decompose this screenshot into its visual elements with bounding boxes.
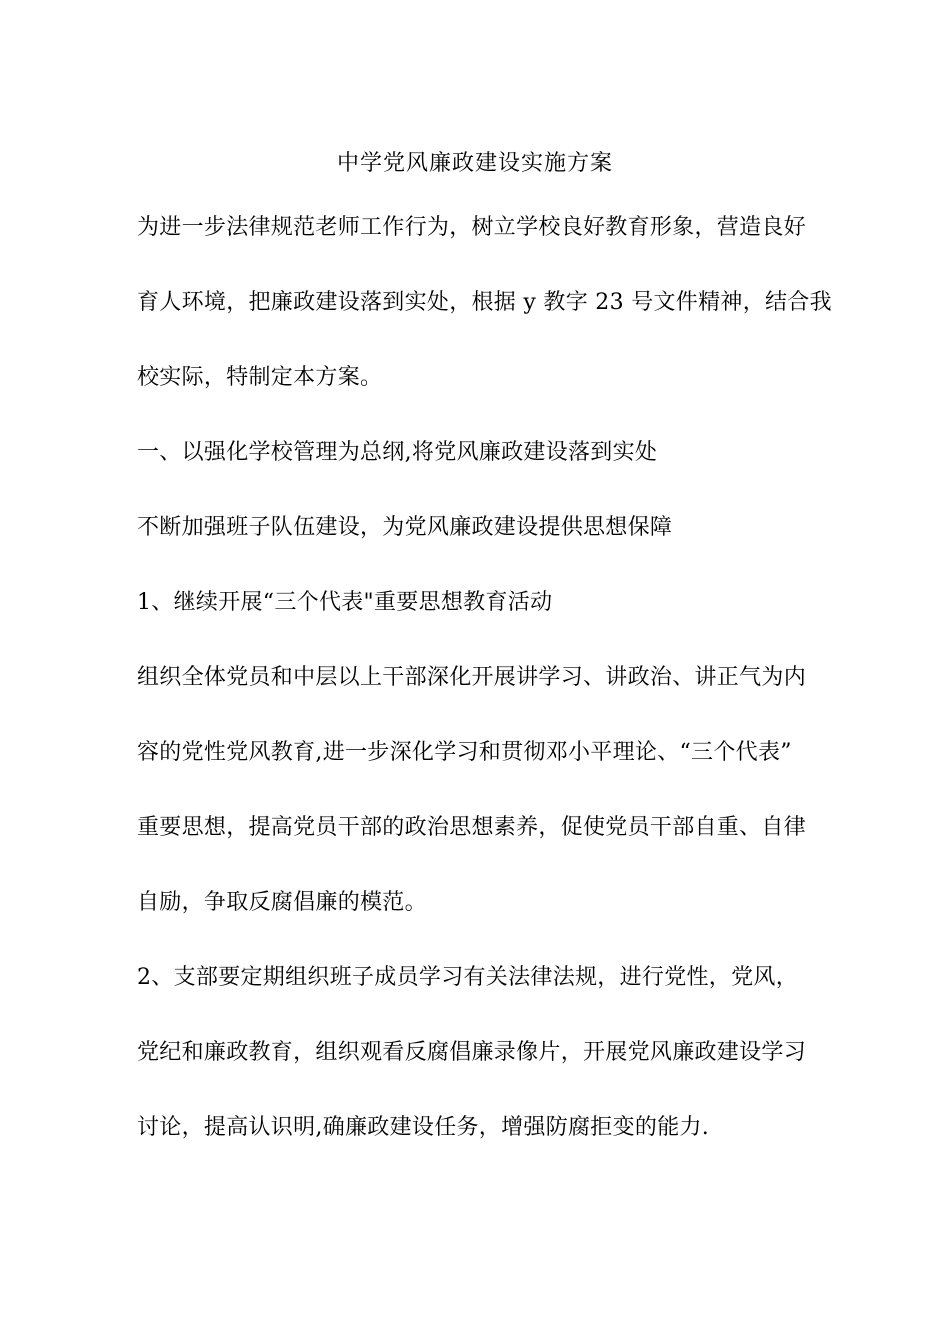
paragraph-line: 党纪和廉政教育，组织观看反腐倡廉录像片，开展党风廉政建设学习: [137, 1040, 807, 1065]
paragraph-line: 讨论，提高认识明,确廉政建设任务，增强防腐拒变的能力.: [137, 1115, 710, 1140]
paragraph-line: 育人环境，把廉政建设落到实处，根据 y 教字 23 号文件精神，结合我: [137, 290, 832, 315]
paragraph-line: 为进一步法律规范老师工作行为，树立学校良好教育形象，营造良好: [137, 215, 807, 240]
paragraph-line: 组织全体党员和中层以上干部深化开展讲学习、讲政治、讲正气为内: [137, 665, 807, 690]
paragraph-line: 校实际，特制定本方案。: [137, 365, 383, 390]
list-item-heading: 1、继续开展“三个代表"重要思想教育活动: [137, 590, 553, 615]
list-item-heading: 2、支部要定期组织班子成员学习有关法律法规，进行党性，党风，: [137, 965, 798, 990]
paragraph-line: 重要思想，提高党员干部的政治思想素养，促使党员干部自重、自律: [137, 815, 807, 840]
paragraph-line: 自励，争取反腐倡廉的模范。: [137, 890, 427, 915]
paragraph-line: 不断加强班子队伍建设，为党风廉政建设提供思想保障: [137, 515, 673, 540]
section-heading: 一、以强化学校管理为总纲,将党风廉政建设落到实处: [137, 440, 658, 465]
paragraph-line: 容的党性党风教育,进一步深化学习和贯彻邓小平理论、“三个代表”: [137, 740, 792, 765]
document-title: 中学党风廉政建设实施方案: [336, 151, 613, 176]
